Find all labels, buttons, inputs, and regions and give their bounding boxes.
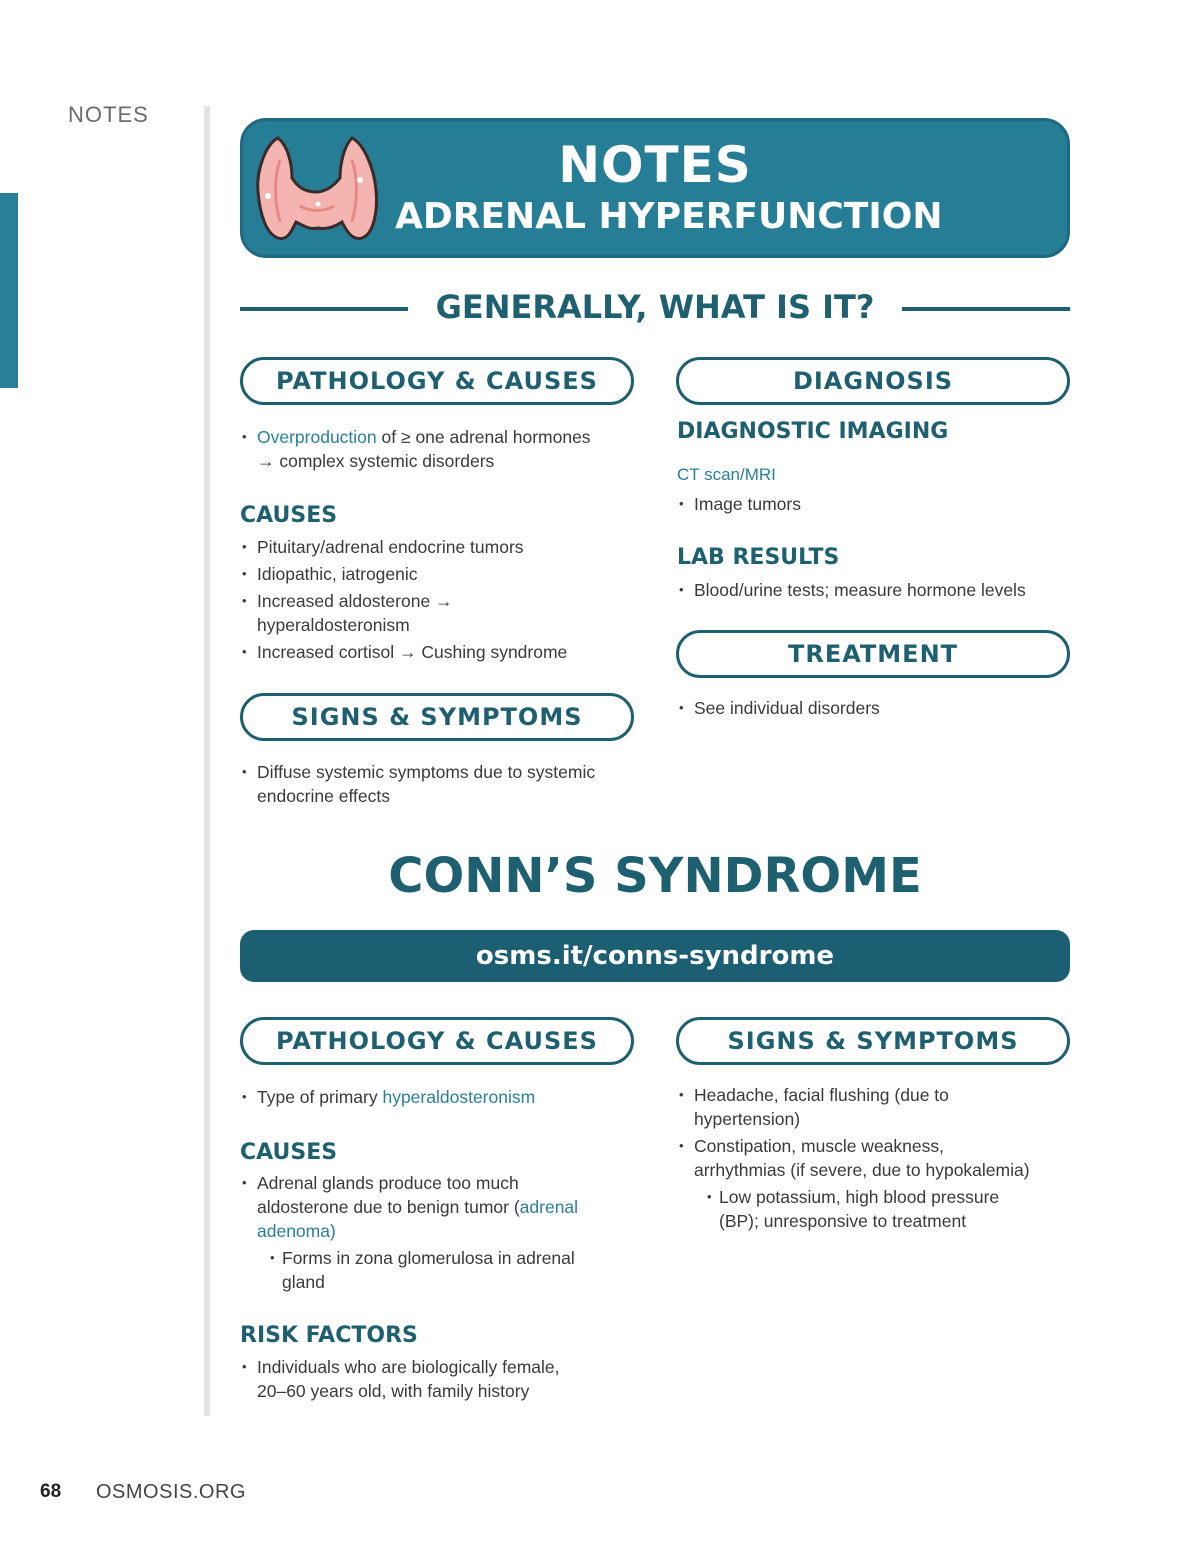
list-item-text: hyperaldosteronism [257,615,410,635]
conn-signs-heading: SIGNS & SYMPTOMS [676,1017,1070,1065]
conn-url-link[interactable]: osms.it/conns-syndrome [240,930,1070,982]
list-item: • Idiopathic, iatrogenic [240,562,640,586]
list-item-text: aldosterone due to benign tumor ( [257,1197,520,1217]
list-item: • Increased cortisol → Cushing syndrome [240,640,640,664]
list-item [240,1355,640,1403]
list-item: • Pituitary/adrenal endocrine tumors [240,535,640,559]
list-item-text: Headache, facial flushing (due to [694,1085,949,1105]
pathology-intro-list [240,425,640,476]
signs-list [240,760,650,811]
list-item [240,760,650,808]
list-item-text: Low potassium, high blood pressure [719,1187,1000,1207]
list-item [240,1085,640,1109]
list-item-text: → complex systemic disorders [257,451,495,471]
pathology-heading: PATHOLOGY & CAUSES [240,357,634,405]
list-item: • Blood/urine tests; measure hormone levels [677,578,1077,602]
list-item-text: endocrine effects [257,786,390,806]
imaging-method: CT scan/MRI [677,465,776,484]
list-item-text: Constipation, muscle weakness, [694,1136,944,1156]
banner-title: NOTES [558,136,752,194]
list-item-text: ) [329,1221,336,1241]
list-item-text: arrhythmias (if severe, due to hypokalemia) [694,1160,1030,1180]
conn-pathology-list [240,1085,640,1112]
list-item-text: of ≥ one adrenal hormones [376,427,591,447]
section-heading: GENERALLY, WHAT IS IT? [435,288,875,326]
list-item-text: 20–60 years old, with family history [257,1381,530,1401]
lab-heading: LAB RESULTS [677,545,840,570]
list-item-text: Forms in zona glomerulosa in adrenal [282,1248,575,1268]
imaging-list [677,492,1067,519]
conn-signs-list [677,1083,1077,1236]
list-item: • See individual disorders [677,696,1067,720]
diagnosis-heading: DIAGNOSIS [676,357,1070,405]
side-notes-label: NOTES [68,102,149,127]
list-item-text: Increased aldosterone → [257,591,453,611]
page-number: 68 [40,1481,62,1502]
heading-rule-right [902,307,1070,311]
site-name: OSMOSIS.ORG [96,1481,246,1503]
list-item [677,1083,1077,1131]
list-item-text: gland [282,1272,325,1292]
highlight-term: adenoma [257,1221,330,1241]
list-item-text: (BP); unresponsive to treatment [719,1211,967,1231]
heading-rule-left [240,307,408,311]
treatment-list [677,696,1067,723]
banner-subtitle: ADRENAL HYPERFUNCTION [395,196,943,237]
list-item-text: Individuals who are biologically female, [257,1357,560,1377]
lab-list [677,578,1077,605]
list-item [677,1134,1077,1182]
causes-list [240,535,640,667]
nested-list-item [268,1246,640,1294]
nested-list-item [705,1185,1077,1233]
list-item-text: Adrenal glands produce too much [257,1173,519,1193]
list-item: • Image tumors [677,492,1067,516]
list-item-text: Type of primary [257,1087,383,1107]
signs-heading: SIGNS & SYMPTOMS [240,693,634,741]
causes-heading: CAUSES [240,503,338,528]
list-item-text: hypertension) [694,1109,801,1129]
conn-causes-list [240,1171,640,1297]
list-item-text: Diffuse systemic symptoms due to systemic [257,762,596,782]
highlight-term: Overproduction [257,427,377,447]
risk-factors-list [240,1355,640,1406]
conn-causes-heading: CAUSES [240,1140,338,1165]
conn-pathology-heading: PATHOLOGY & CAUSES [240,1017,634,1065]
treatment-heading: TREATMENT [676,630,1070,678]
highlight-term: adrenal [519,1197,579,1217]
list-item [240,425,640,473]
conn-title: CONN’S SYNDROME [388,848,922,904]
imaging-heading: DIAGNOSTIC IMAGING [677,419,949,444]
margin-divider [204,106,210,1416]
list-item [240,589,640,637]
risk-factors-heading: RISK FACTORS [240,1323,418,1348]
highlight-term: hyperaldosteronism [382,1087,536,1107]
list-item [240,1171,640,1243]
side-tab-marker [0,193,18,388]
